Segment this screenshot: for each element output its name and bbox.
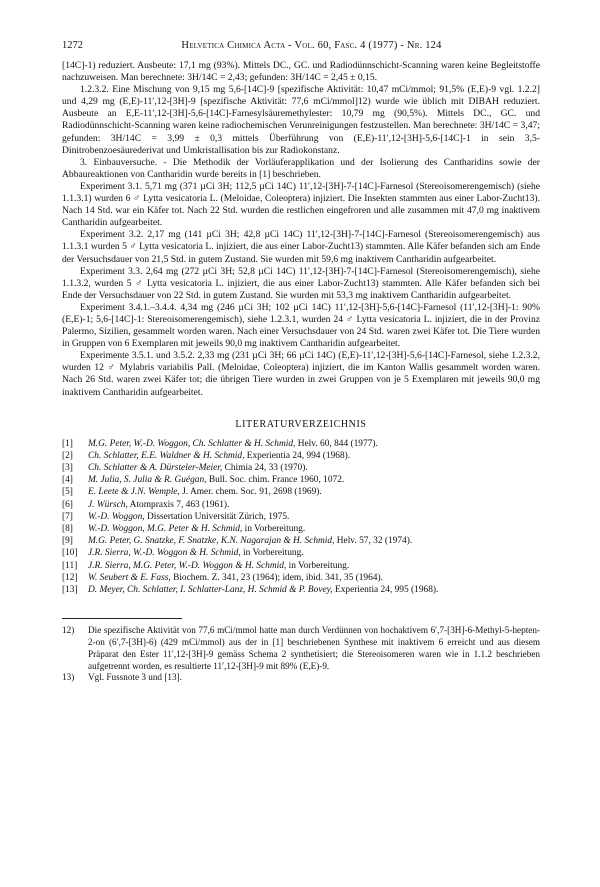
paragraph-experiment-3-3: Experiment 3.3. 2,64 mg (272 µCi 3H; 52,8 µCi 14C) 11′,12-[3H]-7-[14C]-Farnesol (Stereoisomerengemisch), siehe 1.1.3.2, wurden 5 ♂ Lytta vesicatoria L. injiziert, die aus einer Labor-Zucht13) stammten. Alle Käfer befanden sich bei Ende der Versuchsdauer von 22 Std. in gutem Zustand. Sie wurden mit 53,3 mg inaktivem Cantharidin aufgearbeitet. — [62, 265, 540, 301]
reference-source: Dissertation Universität Zürich, 1975. — [144, 511, 290, 522]
paragraph-experiment-3-5: Experimente 3.5.1. und 3.5.2. 2,33 mg (231 µCi 3H; 66 µCi 14C) (E,E)-11′,12-[3H]-5,6-[14C]-Farnesol, siehe 1.2.3.2, wurden 12 ♂ Mylabris variabilis Pall. (Meloidae, Coleoptera) injiziert, die im Kanton Wallis gesammelt worden waren. Nach 26 Std. waren zwei Käfer tot; die übrigen Tiere wurden in zwei Gruppen von je 5 Exemplaren mit jeweils 90,0 mg inaktivem Cantharidin aufgearbeitet. — [62, 350, 540, 398]
reference-item — [62, 560, 540, 572]
footnote-item — [62, 672, 540, 684]
reference-source: Experientia 24, 995 (1968). — [332, 585, 439, 596]
reference-number: [13] — [62, 585, 78, 596]
reference-item — [62, 499, 540, 511]
reference-authors: W.-D. Woggon, — [88, 511, 145, 522]
reference-source: Biochem. Z. 341, 23 (1964); idem, ibid. 341, 35 (1964). — [170, 572, 383, 583]
footnote-item — [62, 625, 540, 672]
reference-authors: W.-D. Woggon, M.G. Peter & H. Schmid, — [88, 524, 243, 535]
reference-item — [62, 572, 540, 584]
footnote-number: 13) — [62, 672, 75, 683]
reference-item — [62, 450, 540, 462]
reference-source: Helv. 60, 844 (1977). — [295, 438, 378, 449]
reference-item — [62, 486, 540, 498]
reference-source: in Vorbereitung. — [242, 524, 306, 535]
reference-authors: M.G. Peter, G. Snatzke, F. Snatzke, K.N. Nagarajan & H. Schmid, — [88, 536, 335, 547]
page-header — [62, 40, 540, 51]
page-number: 1272 — [62, 40, 83, 51]
reference-authors: J.R. Sierra, W.-D. Woggon & H. Schmid, — [88, 548, 241, 559]
reference-authors: J.R. Sierra, M.G. Peter, W.-D. Woggon & H. Schmid, — [88, 560, 287, 571]
reference-item — [62, 535, 540, 547]
reference-number: [7] — [62, 511, 73, 522]
paragraph-einbauversuche: 3. Einbauversuche. - Die Methodik der Vorläuferapplikation und der Isolierung des Cantharidins sowie der Abbaureaktionen von Cantharidin wurde bereits in [1] beschrieben. — [62, 156, 540, 180]
reference-item — [62, 584, 540, 596]
paragraph-experiment-3-2: Experiment 3.2. 2,17 mg (141 µCi 3H; 42,8 µCi 14C) 11′,12-[3H]-7-[14C]-Farnesol (Stereoisomerengemisch) aus 1.1.3.1 wurden 5 ♂ Lytta vesicatoria L. injiziert, die aus einer Labor-Zucht13) stammten. Alle Käfer befanden sich am Ende der Versuchsdauer von 21,5 Std. in gutem Zustand. Sie wurden mit 59,6 mg inaktivem Cantharidin aufgearbeitet. — [62, 229, 540, 265]
journal-running-head: Helvetica Chimica Acta - Vol. 60, Fasc. 4 (1977) - Nr. 124 — [181, 40, 442, 51]
paragraph-experiment-3-1: Experiment 3.1. 5,71 mg (371 µCi 3H; 112,5 µCi 14C) 11′,12-[3H]-7-[14C]-Farnesol (Stereoisomerengemisch) (siehe 1.1.3.1) wurden 6 ♂ Lytta vesicatoria L. (Meloidae, Coleoptera) injiziert. Die Insekten stammten aus einer Labor-Zucht13). Nach 14 Std. war ein Käfer tot. Nach 22 Std. wurden die restlichen eingefroren und alle zusammen mit 47,0 mg inaktivem Cantharidin aufgearbeitet. — [62, 180, 540, 229]
reference-item — [62, 462, 540, 474]
reference-number: [10] — [62, 548, 78, 559]
reference-authors: E. Leete & J.N. Wemple, — [88, 487, 180, 498]
reference-authors: Ch. Schlatter, E.E. Waldner & H. Schmid, — [88, 450, 245, 461]
reference-number: [2] — [62, 450, 73, 461]
reference-item — [62, 511, 540, 523]
reference-number: [8] — [62, 524, 73, 535]
reference-number: [1] — [62, 438, 73, 449]
reference-source: Helv. 57, 32 (1974). — [334, 536, 413, 547]
reference-number: [5] — [62, 487, 73, 498]
reference-authors: M. Julia, S. Julia & R. Guégan, — [88, 475, 207, 486]
reference-item — [62, 523, 540, 535]
reference-source: Chimia 24, 33 (1970). — [222, 463, 308, 474]
footnote-number: 12) — [62, 625, 75, 636]
reference-source: Atompraxis 7, 463 (1961). — [127, 499, 230, 510]
references-heading: LITERATURVERZEICHNIS — [235, 418, 367, 430]
reference-source: J. Amer. chem. Soc. 91, 2698 (1969). — [179, 487, 322, 498]
reference-item — [62, 474, 540, 486]
reference-authors: Ch. Schlatter & A. Dürsteler-Meier, — [88, 463, 223, 474]
reference-number: [9] — [62, 536, 73, 547]
reference-number: [3] — [62, 463, 73, 474]
reference-number: [6] — [62, 499, 73, 510]
reference-source: in Vorbereitung. — [286, 560, 350, 571]
reference-number: [4] — [62, 475, 73, 486]
footnotes — [62, 625, 540, 684]
reference-source: in Vorbereitung. — [240, 548, 304, 559]
reference-number: [12] — [62, 572, 78, 583]
paragraph-experiment-3-4: Experiment 3.4.1.–3.4.4. 4,34 mg (246 µCi 3H; 102 µCi 14C) 11′,12-[3H]-5,6-[14C]-Farnesol (11′,12-[3H]-1: 90% (E,E)-1; 5,6-[14C]-1: Stereoisomerengemisch), siehe 1.2.3.1, wurden 24 ♂ Lytta vesicatoria L. injiziert, die in der Provinz Palermo, Sizilien, gesammelt worden waren. Nach einer Versuchsdauer von 24 Std. waren zwei Käfer tot. Die Tiere wurden in Gruppen von 6 Exemplaren mit jeweils 90,0 mg inaktivem Cantharidin aufgearbeitet. — [62, 301, 540, 350]
reference-authors: D. Meyer, Ch. Schlatter, I. Schlatter-Lanz, H. Schmid & P. Bovey, — [88, 585, 333, 596]
footnote-text: Die spezifische Aktivität von 77,6 mCi/mmol hatte man durch Verdünnen von hochaktivem 6′,7-[3H]-6-Methyl-5-hepten-2-on (6′,7-[3H]-6) (429 mCi/mmol) aus der in [1] beschriebenen Synthese mit inaktivem 6 erreicht und aus diesem Präparat den Ester 11′,12-[3H]-9 gemäss Schema 2 synthetisiert; die Stereoisomeren waren wie in 1.1.2 beschrieben aufgetrennt worden, es resultierte 11′,12-[3H]-9 mit 89% (E,E)-9. — [88, 625, 540, 671]
reference-authors: M.G. Peter, W.-D. Woggon, Ch. Schlatter & H. Schmid, — [88, 438, 296, 449]
body-text — [62, 60, 540, 399]
footnote-divider — [62, 618, 182, 619]
reference-source: Bull. Soc. chim. France 1960, 1072. — [206, 475, 345, 486]
reference-source: Experientia 24, 994 (1968). — [244, 450, 351, 461]
references-list — [62, 438, 540, 597]
reference-item — [62, 438, 540, 450]
reference-authors: W. Seubert & E. Fass, — [88, 572, 171, 583]
reference-authors: J. Würsch, — [88, 499, 128, 510]
footnote-text: Vgl. Fussnote 3 und [13]. — [88, 672, 182, 683]
reference-item — [62, 547, 540, 559]
paragraph-result-1-2-3-1: [14C]-1) reduziert. Ausbeute: 17,1 mg (93%). Mittels DC., GC. und Radiodünnschicht-Scanning waren keine Begleitstoffe nachzuweisen. Man berechnete: 3H/14C = 2,43; gefunden: 3H/14C = 2,45 ± 0,15. — [62, 60, 540, 84]
reference-number: [11] — [62, 560, 78, 571]
paragraph-1-2-3-2: 1.2.3.2. Eine Mischung von 9,15 mg 5,6-[14C]-9 [spezifische Aktivität: 10,47 mCi/mmol; 91,5% (E,E)-9 vgl. 1.2.2] und 4,29 mg (E,E)-11′,12-[3H]-9 [spezifische Aktivität: 77,6 mCi/mmol]12) wurde wie üblich mit DIBAH reduziert. Ausbeute an E,E-11′,12-[3H]-5,6-[14C]-Farnesylsäuremethylester: 10,79 mg (90,5%). Mittels DC., GC. und Radiodünnschicht-Scanning waren keine radiochemischen Verunreinigungen festzustellen. Man berechnete: 3H/14C = 3,47; gefunden: 3H/14C = 3,99 ± 0,3 mittels Überführung von (E,E)-11′,12-[3H]-5,6-[14C]-1 in sein 3,5-Dinitrobenzoesäurederivat und Umkristallisation bis zur Radiokonstanz. — [62, 84, 540, 156]
